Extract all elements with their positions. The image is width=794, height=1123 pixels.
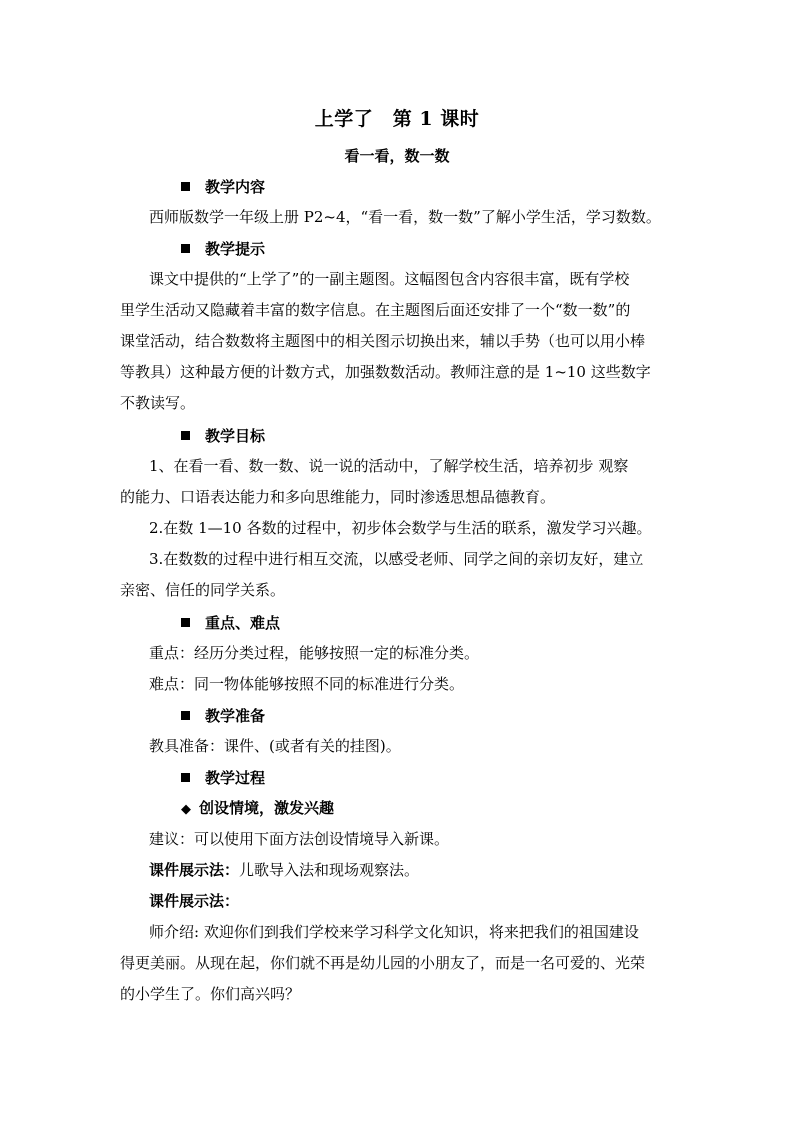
paragraph-line: 难点：同一物体能够按照不同的标准进行分类。 xyxy=(149,675,465,693)
method-text: 儿歌导入法和现场观察法。 xyxy=(239,861,420,879)
paragraph-line: 2.在数 1—10 各数的过程中，初步体会数学与生活的联系，激发学习兴趣。 xyxy=(149,519,652,537)
section-heading-content: 教学内容 xyxy=(181,176,265,197)
paragraph-line: 里学生活动又隐藏着丰富的数字信息。在主题图后面还安排了一个“数一数”的 xyxy=(120,301,631,319)
square-bullet-icon xyxy=(181,431,190,440)
paragraph-line: 课文中提供的“上学了”的一副主题图。这幅图包含内容很丰富，既有学校 xyxy=(149,270,630,288)
paragraph-line: 重点：经历分类过程，能够按照一定的标准分类。 xyxy=(149,644,480,662)
section-heading-hint: 教学提示 xyxy=(181,238,265,259)
paragraph-line: 不教读写。 xyxy=(120,394,196,412)
diamond-bullet-icon: ◆ xyxy=(181,802,191,817)
paragraph-line: 1、在看一看、数一数、说一说的活动中，了解学校生活，培养初步 观察 xyxy=(149,457,629,475)
paragraph-line: 亲密、信任的同学关系。 xyxy=(120,581,286,599)
square-bullet-icon xyxy=(181,618,190,627)
paragraph-line: 建议：可以使用下面方法创设情境导入新课。 xyxy=(149,830,450,848)
page-title: 上学了 第 1 课时 xyxy=(314,108,480,130)
section-heading-keypoints: 重点、难点 xyxy=(181,612,280,633)
section-heading-process: 教学过程 xyxy=(181,767,265,788)
section-heading-goals: 教学目标 xyxy=(181,425,265,446)
method-label: 课件展示法： xyxy=(149,861,240,879)
paragraph-line: 3.在数数的过程中进行相互交流，以感受老师、同学之间的亲切友好，建立 xyxy=(149,550,644,568)
method-label-2: 课件展示法： xyxy=(149,892,240,910)
square-bullet-icon xyxy=(181,244,190,253)
paragraph-line: 西师版数学一年级上册 P2~4，“看一看，数一数”了解小学生活，学习数数。 xyxy=(149,208,661,226)
paragraph-line: 得更美丽。从现在起，你们就不再是幼儿园的小朋友了，而是一名可爱的、光荣 xyxy=(120,954,646,972)
paragraph-line: 的小学生了。你们高兴吗？ xyxy=(120,985,301,1003)
paragraph-line: 等教具）这种最方便的计数方式，加强数数活动。教师注意的是 1~10 这些数字 xyxy=(120,363,651,381)
square-bullet-icon xyxy=(181,182,190,191)
page-subtitle: 看一看，数一数 xyxy=(344,147,450,165)
section-heading-prep: 教学准备 xyxy=(181,705,265,726)
paragraph-line: 的能力、口语表达能力和多向思维能力，同时渗透思想品德教育。 xyxy=(120,488,556,506)
paragraph-line: 课堂活动，结合数数将主题图中的相关图示切换出来，辅以手势（也可以用小棒 xyxy=(120,332,646,350)
paragraph-line: 师介绍: 欢迎你们到我们学校来学习科学文化知识，将来把我们的祖国建设 xyxy=(149,923,639,941)
square-bullet-icon xyxy=(181,711,190,720)
square-bullet-icon xyxy=(181,773,190,782)
paragraph-line: 教具准备：课件、(或者有关的挂图)。 xyxy=(149,737,401,755)
method-line xyxy=(149,859,419,880)
sub-heading-scenario: ◆ 创设情境，激发兴趣 xyxy=(181,799,335,817)
